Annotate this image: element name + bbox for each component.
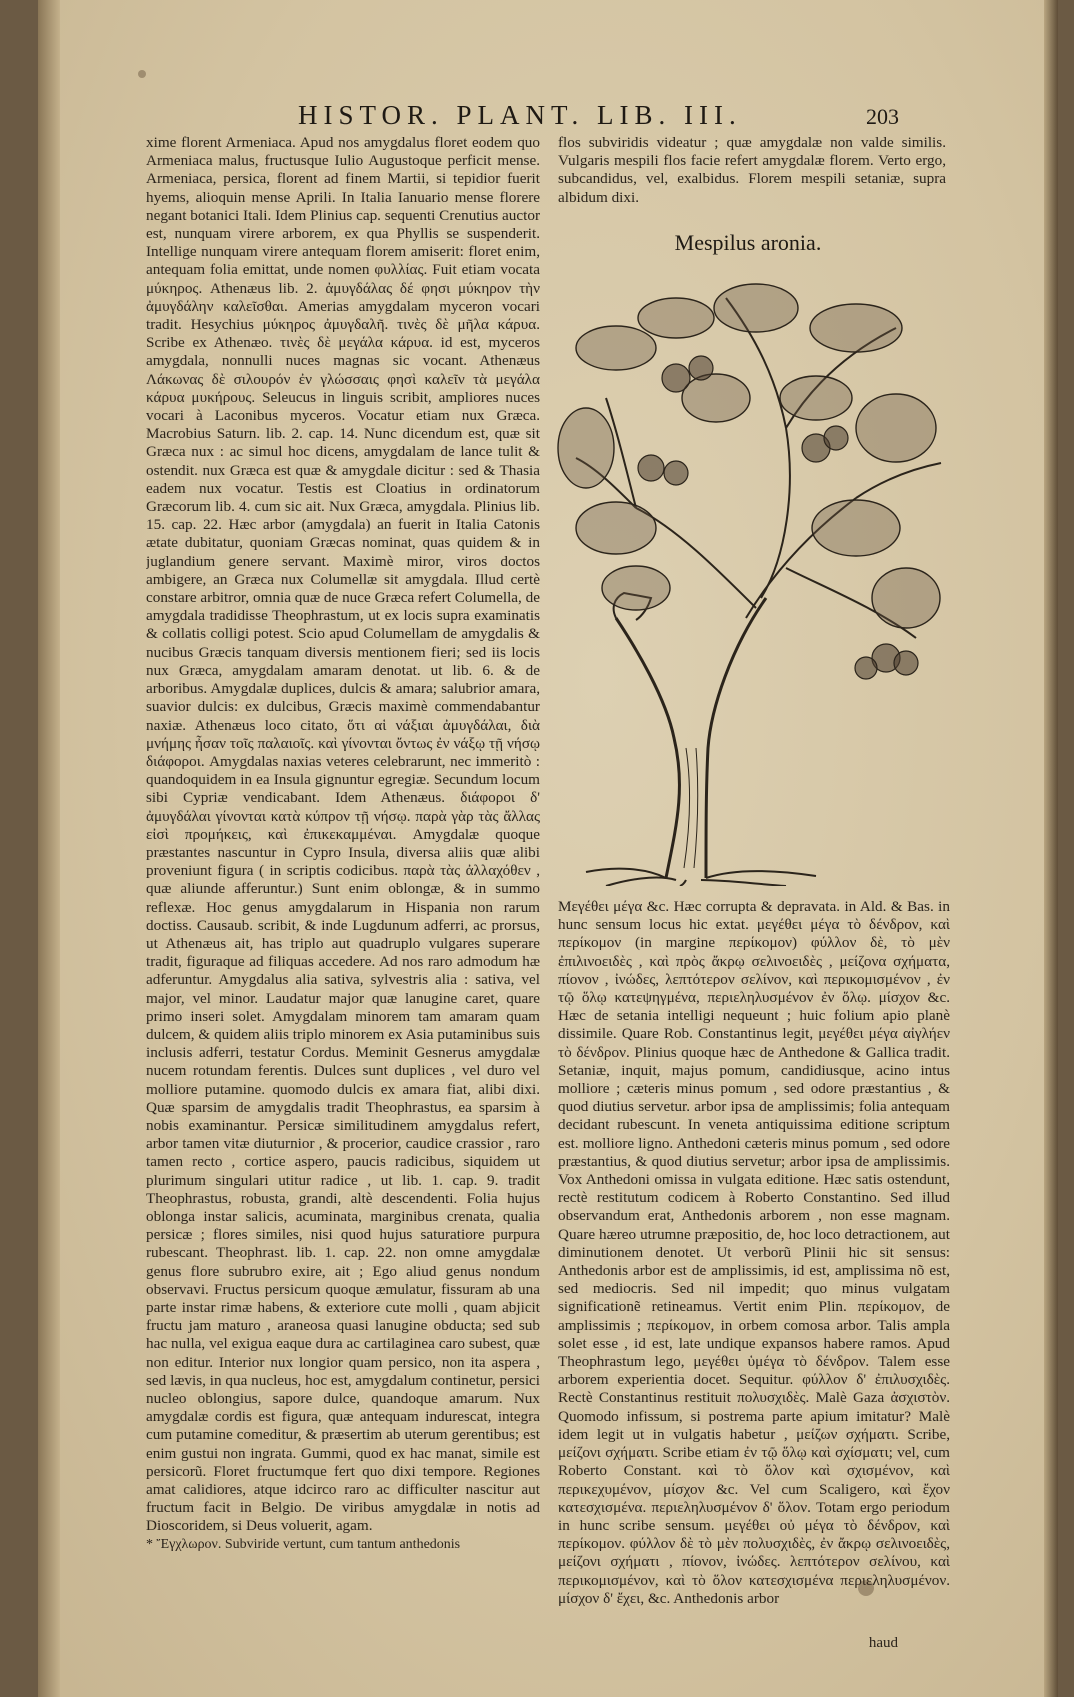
ink-stain bbox=[858, 1580, 874, 1596]
left-column-body: xime florent Armeniaca. Apud nos amygdalus floret eodem quo Armeniaca malus, fructusque Iulio Augustoque perficit mense. Armeniaca, persica, florent ad finem Martii, si tepidior fuerit hyems, alioquin mense Aprili. In Italia Ianuario mense florere negant botanici Itali. Idem Plinius cap. sequenti Crenutius auctor est, nunquam virere arborem, ex qua Phyllis se suspenderit. Intellige nunquam virere antequam florem amiserit: floret enim, antequam folia emittat, unde nomen φυλλίας. Fuit etiam vocata μύκηρος. Athenæus lib. 2. ἀμυγδάλας δέ φησι μύκηρον τὴν ἀμυγδάλην καλεῖσθαι. Amerias amygdalam myceron vocari tradit. Hesychius μύκηρος ἀμυγδαλῆ. τινὲς δὲ μῆλα κάρυα. Scribe ex Athenæo. τινὲς δὲ μεγάλα κάρυα. id est, myceros amygdala, nonnulli nuces magnas sic vocant. Athenæus Λάκωνας δὲ σιλουρόν ἐν γλώσσαις φησὶ καλεῖν τὰ μεγάλα κάρυα μυκήρους. Seleucus in linguis scribit, ampliores nuces vocari à Laconibus myceros. Vocatur etiam nux Græca. Macrobius Saturn. lib. 2. cap. 14. Nunc dicendum est, quæ sit Græca nux : ac simul hoc dicens, amygdalam de lance tulit & ostendit. nux Græca est quæ & amygdale dicitur : sed & Thasia eadem nux vocatur. Testis est Cloatius in ordinatorum Græcorum lib. 4. cum sic ait. Nux Græca, amygdala. Plinius lib. 15. cap. 22. Hæc arbor (amygdala) an fuerit in Italia Catonis ætate dubitatur, quoniam Græcas nominat, quas quidem & in juglandium genere servant. Maximè miror, viros doctos ambigere, an Græca nux Columellæ sit amygdala. Illud certè constare arbitror, omnia quæ de nuce Græca refert Columella, de amygdala tradidisse Theophrastum, ut ex locis supra examinatis & collatis colligi potest. Scio apud Columellam de amygdalis & nucibus Græcis tanquam diversis mentionem fieri; sed iis locis nux Græca, amygdalam amaram denotat. ut lib. 6. & de arboribus. Amygdalæ duplices, dulcis & amara; salubrior amara, suavior dulcis: ex dulcibus, Græcis maximè commendabantur naxiæ. Athenæus loco citato, ὅτι αἱ νάξιαι ἀμυγδάλαι, διὰ μνήμης ἦσαν τοῖς παλαιοῖς. καὶ γίνονται ὄντως ἐν νάξῳ τῇ νήσῳ διάφοροι. Amygdalas naxias veteres celebrarunt, nec immeritò : quandoquidem in ea Insula gignuntur egregiæ. Secundum locum sibi Cypriæ vendicabant. Idem Athenæus. διάφοροι δ' ἀμυγδάλαι γίνονται κατὰ κύπρον τῇ νήσῳ. παρὰ γὰρ τὰς ἄλλας εἰσὶ προμήκεις, καὶ ἐπικεκαμμέναι. Amygdalæ quoque præstantes nascuntur in Cypro Insula, diversa aliis quæ alibi proveniunt figura ( in scriptis codicibus. παρὰ τὰς ἀλλαχόθεν , quæ aliunde afferuntur.) Sunt enim oblongæ, & in summo reflexæ. Hoc genus amygdalarum in Hispania non rarum doctiss. Causaub. scribit, & inde Lugdunum adferri, ac prorsus, ut Athenæus ait, has triplo aut quadruplo vulgares superare tradit, figuraque ad filiquas accedere. Ad nos raro admodum hæ adferuntur. Amygdalus alia sativa, sylvestris alia : sativa, vel major, vel minor. Laudatur major quæ lanugine caret, quare primo inseri solet. Amygdalam minorem tam amaram quam dulcem, & quidem aliis triplo minorem ex Asia putaminibus suis inclusis adferri, testatur Cordus. Meminit Gesnerus amygdalæ nucem rotundam ferentis. Dulces sunt duplices , vel duro vel molliore putamine. quomodo dulcis ex amara fiat, alibi dixi. Quæ sparsim de amygdalis tradit Theophrastus, ea sparsim à nobis examinantur. Persicæ similitudinem amygdalus refert, arbor tamen vitæ diuturnior , & procerior, caudice crassior , raro tamen recto , cortice aspero, paucis radicibus, siquidem ut plurimum singulari utitur radice , ut lib. 1. cap. 9. tradit Theophrastus, robusta, grandi, altè descendenti. Folia hujus oblonga instar salicis, acuminata, marginibus crenata, qualia persicæ ; flores similes, nisi quod hujus saturatiore purpura rubescant. Theophrast. lib. 1. cap. 22. non omne amygdalæ genus flore subrubro exire, ait ; Ego aliud genus nondum observavi. Fructus persicum quoque æmulatur, fissuram ab una parte instar rimæ habens, & exteriore cute molli , quam abjicit fructu jam maturo , araneosa quasi lanugine obducta; sed sub hac nulla, vel exigua eaque dura ac cartilaginea caro subest, quæ non editur. Interior nux longior quam persico, non ita aspera , sed lævis, in qua nucleus, hoc est, amygdalum continetur, persici nucleo oblongius, sapore dulce, quandoque amarum. Nux amygdalæ cordis est figura, quæ antequam indurescat, integra cum putamine comeditur, & præsertim ab uterum gerentibus; est enim gustui non ingrata. Gummi, quod ex hac manat, simile est persicorũ. Floret fructumque fert quo dixi tempore. Regiones amat calidiores, atque idcirco raro ac difficulter nascitur aut fructum facit in Belgio. De viribus amygdalæ in notis ad Dioscoridem, si Deus voluerit, agam. bbox=[146, 134, 540, 1535]
book-page bbox=[38, 0, 1058, 1697]
left-column bbox=[146, 134, 540, 1624]
figure-caption: Mespilus aronia. bbox=[674, 230, 822, 255]
right-column-bottom: Μεγέθει μέγα &c. Hæc corrupta & depravata. in Ald. & Bas. in hunc sensum locus hic extat. μεγέθει μέγα τὸ δένδρον, καὶ περίκομον (in margine περίκομον) φύλλον δὲ, τὸ μὲν ἐπιλινοειδὲς , καὶ πρὸς ἄκρῳ σελινοειδὲς , μείζονα σχήματα, πίονον , ἰνώδες, λεπτότερον σελίνον, καὶ περικομισμένον , ἐν τῷ ὅλῳ κατεψηγμένα, περιεληλυσμένον ἐν ὅλῳ. μίσχον &c. Hæc de setania intelligi nequeunt ; huic folium apio planè dissimile. Quare Rob. Constantinus legit, μεγέθει μέγα αἰγλήεν τὸ δένδρον. Plinius quoque hæc de Anthedone & Gallica tradit. Setaniæ, inquit, majus pomum, candidiusque, acino intus molliore ; cæteris minus pomum , sed odore præstantius , & quod diutius servetur. arbor ipsa de amplissimis; folia antequam decidant rubescunt. In veneta antiquissima editione scriptum est. molliore ligno. Anthedoni cæteris minus pomum , sed odore præstantius, & quod diutius servetur; arbor ipsa de amplissimis. Vox Anthedoni omissa in vulgata editione. Hæc satis ostendunt, rectè restitutum codicem à Roberto Constantino. Sed illud observandum erat, Anthedonis arborem , non esse magnam. Quare hæreo utrumne præpositio, de, hoc loco detractionem, aut diminutionem denotet. Ut verborũ Plinii hic sit sensus: Anthedonis arbor est de amplissimis, id est, amplissima nõ est, sed mediocris. Sed nil impedit; quo minus vulgatam significationẽ retineamus. Vertit enim Plin. περίκομον, de amplissimis ; περίκομον, in orbem comosa arbor. Talis ampla solet esse , id est, late undique expansos habere ramos. Apud Theophrastum lego, μεγέθει ὑμέγα τὸ δένδρον. Talem esse arborem experientia docet. Sequitur. φύλλον δ' ἐπιλυσχιδὲς. Rectè Constantinus restituit πολυσχιδὲς. Malè Gaza ἀσχιστὸν. Quomodo infissum, si postrema parte apium imitatur? Malè idem legit ut in vulgatis habetur , μείζων σχήματι. Scribe, μείζονι σχήματι. Scribe etiam ἐν τῷ ὅλῳ καὶ σχίσματι; vel, cum Roberto Constant. καὶ τὸ ὅλον καὶ σχισμένον, καὶ περικεχυμένον, μίσχον &c. Vel cum Scaligero, καὶ ἔχον κατεσχισμένα. περιεληλυσμένον δ' ὅλον. Totam ergo periodum in hunc scribe sensum. μεγέθει οὐ μέγα τὸ δένδρον, καὶ περίκομον. φύλλον δὲ τὸ μὲν πολυσχιδὲς, ἐν ἄκρῳ σελινοειδὲς, μείζονι σχήματι , πίονον, ἰνώδες. λεπτότερον σελίνου, καὶ περικομισμένον, καὶ τὸ ὅλον κατεσχισμένα περιεληλυσμένον. μίσχον δ' ἔχει, &c. Anthedonis arbor bbox=[558, 898, 950, 1607]
ink-stain bbox=[138, 70, 146, 78]
page-gutter bbox=[38, 0, 60, 1697]
page-number: 203 bbox=[866, 104, 899, 129]
catchword: haud bbox=[868, 1635, 898, 1651]
right-column-top: flos subviridis videatur ; quæ amygdalæ non valde similis. Vulgaris mespili flos facie refert amygdalæ florem. Verto ergo, subcandidus, vel, exalbidus. Florem mespili setaniæ, supra albidum dixi. bbox=[558, 134, 946, 206]
tree-woodcut-icon bbox=[556, 268, 946, 886]
page-edge bbox=[1044, 0, 1058, 1697]
footnote: * Ἔγχλωρον. Subviride vertunt, cum tantum anthedonis bbox=[146, 1536, 461, 1552]
running-title: HISTOR. PLANT. LIB. III. bbox=[298, 100, 742, 130]
